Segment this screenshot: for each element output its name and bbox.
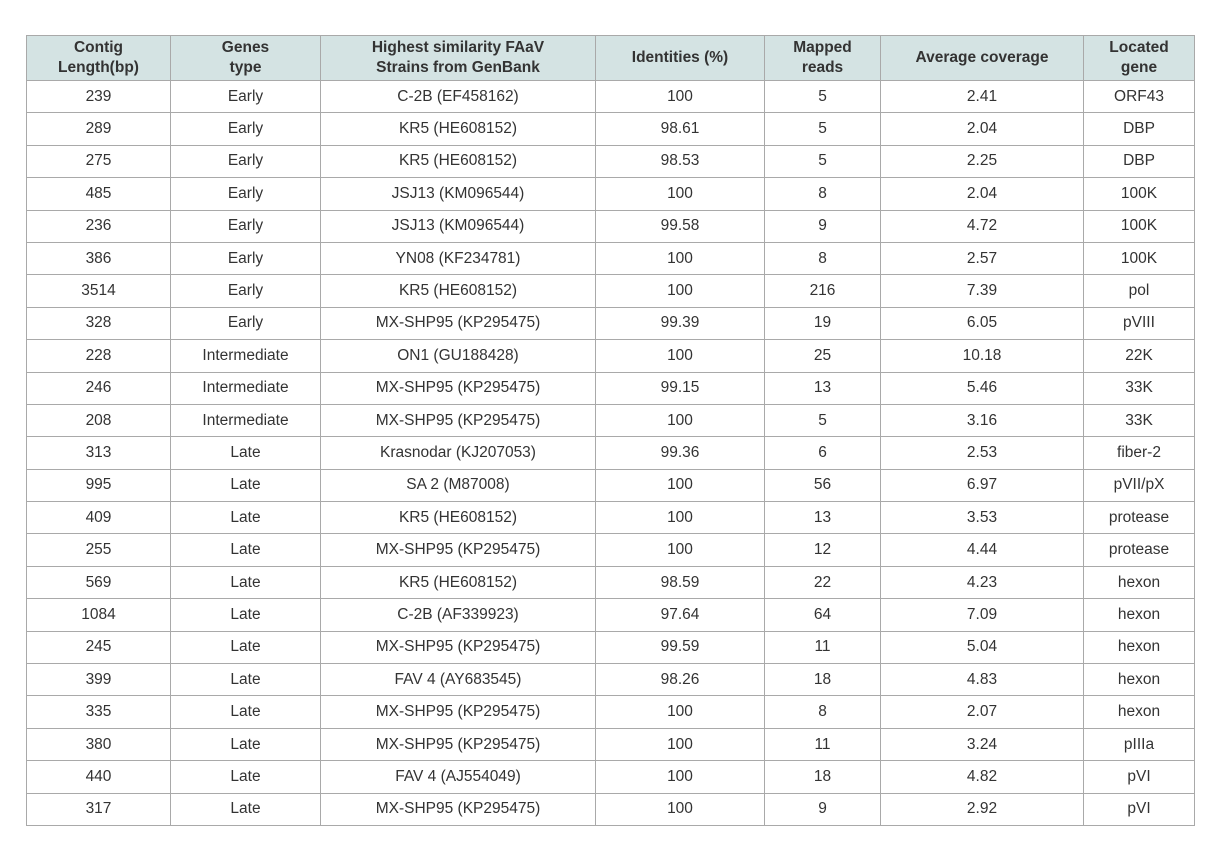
cell-contig-length: 236 (27, 210, 171, 242)
cell-identities: 100 (596, 761, 765, 793)
cell-average-coverage: 5.46 (881, 372, 1084, 404)
cell-strain: MX-SHP95 (KP295475) (321, 404, 596, 436)
cell-average-coverage: 4.44 (881, 534, 1084, 566)
cell-located-gene: fiber-2 (1084, 437, 1195, 469)
cell-strain: KR5 (HE608152) (321, 275, 596, 307)
cell-contig-length: 317 (27, 793, 171, 825)
cell-located-gene: 33K (1084, 372, 1195, 404)
header-line: Strains from GenBank (376, 59, 540, 76)
cell-strain: MX-SHP95 (KP295475) (321, 696, 596, 728)
cell-identities: 100 (596, 728, 765, 760)
table-row (27, 631, 1195, 663)
cell-mapped-reads: 64 (765, 599, 881, 631)
cell-genes-type: Late (171, 793, 321, 825)
cell-located-gene: hexon (1084, 631, 1195, 663)
cell-identities: 99.58 (596, 210, 765, 242)
cell-average-coverage: 10.18 (881, 340, 1084, 372)
cell-genes-type: Late (171, 631, 321, 663)
cell-strain: KR5 (HE608152) (321, 502, 596, 534)
cell-mapped-reads: 5 (765, 113, 881, 145)
cell-located-gene: hexon (1084, 696, 1195, 728)
cell-located-gene: pol (1084, 275, 1195, 307)
cell-average-coverage: 6.97 (881, 469, 1084, 501)
cell-located-gene: hexon (1084, 566, 1195, 598)
cell-contig-length: 1084 (27, 599, 171, 631)
cell-mapped-reads: 9 (765, 210, 881, 242)
cell-identities: 100 (596, 340, 765, 372)
cell-strain: ON1 (GU188428) (321, 340, 596, 372)
cell-mapped-reads: 6 (765, 437, 881, 469)
cell-strain: C-2B (EF458162) (321, 81, 596, 113)
cell-contig-length: 245 (27, 631, 171, 663)
cell-identities: 100 (596, 534, 765, 566)
cell-strain: JSJ13 (KM096544) (321, 178, 596, 210)
cell-mapped-reads: 8 (765, 242, 881, 274)
cell-strain: FAV 4 (AY683545) (321, 664, 596, 696)
cell-located-gene: 100K (1084, 178, 1195, 210)
cell-mapped-reads: 18 (765, 761, 881, 793)
cell-located-gene: 22K (1084, 340, 1195, 372)
cell-contig-length: 386 (27, 242, 171, 274)
table-row (27, 340, 1195, 372)
table-row (27, 275, 1195, 307)
cell-located-gene: protease (1084, 502, 1195, 534)
cell-contig-length: 3514 (27, 275, 171, 307)
header-line: Located (1109, 39, 1169, 56)
cell-contig-length: 409 (27, 502, 171, 534)
table-row (27, 696, 1195, 728)
cell-contig-length: 399 (27, 664, 171, 696)
cell-mapped-reads: 18 (765, 664, 881, 696)
cell-contig-length: 380 (27, 728, 171, 760)
header-line: Contig (73, 39, 124, 56)
cell-identities: 100 (596, 404, 765, 436)
table-row (27, 599, 1195, 631)
header-average-coverage (881, 36, 1084, 81)
cell-strain: JSJ13 (KM096544) (321, 210, 596, 242)
cell-genes-type: Late (171, 664, 321, 696)
cell-average-coverage: 3.24 (881, 728, 1084, 760)
cell-genes-type: Late (171, 599, 321, 631)
cell-average-coverage: 4.23 (881, 566, 1084, 598)
cell-genes-type: Early (171, 242, 321, 274)
cell-located-gene: 100K (1084, 210, 1195, 242)
cell-located-gene: protease (1084, 534, 1195, 566)
cell-located-gene: pVII/pX (1084, 469, 1195, 501)
cell-identities: 100 (596, 793, 765, 825)
cell-located-gene: 33K (1084, 404, 1195, 436)
cell-genes-type: Early (171, 178, 321, 210)
cell-genes-type: Intermediate (171, 340, 321, 372)
cell-strain: MX-SHP95 (KP295475) (321, 534, 596, 566)
cell-located-gene: DBP (1084, 113, 1195, 145)
cell-genes-type: Late (171, 502, 321, 534)
cell-contig-length: 275 (27, 145, 171, 177)
cell-mapped-reads: 5 (765, 145, 881, 177)
cell-mapped-reads: 13 (765, 372, 881, 404)
cell-mapped-reads: 216 (765, 275, 881, 307)
cell-genes-type: Early (171, 210, 321, 242)
cell-average-coverage: 6.05 (881, 307, 1084, 339)
header-contig-length (27, 36, 171, 81)
cell-identities: 98.26 (596, 664, 765, 696)
header-line: Highest similarity FAaV (371, 39, 545, 56)
cell-average-coverage: 4.83 (881, 664, 1084, 696)
cell-identities: 100 (596, 275, 765, 307)
cell-contig-length: 239 (27, 81, 171, 113)
header-row (27, 36, 1195, 81)
header-line: reads (801, 59, 844, 76)
cell-identities: 100 (596, 242, 765, 274)
table-body (27, 81, 1195, 826)
cell-genes-type: Late (171, 566, 321, 598)
cell-located-gene: ORF43 (1084, 81, 1195, 113)
cell-average-coverage: 7.09 (881, 599, 1084, 631)
cell-mapped-reads: 12 (765, 534, 881, 566)
table-row (27, 404, 1195, 436)
header-line: type (229, 59, 262, 76)
cell-genes-type: Early (171, 145, 321, 177)
cell-identities: 99.39 (596, 307, 765, 339)
cell-average-coverage: 2.41 (881, 81, 1084, 113)
cell-strain: C-2B (AF339923) (321, 599, 596, 631)
cell-identities: 100 (596, 502, 765, 534)
cell-strain: MX-SHP95 (KP295475) (321, 631, 596, 663)
cell-identities: 100 (596, 178, 765, 210)
cell-contig-length: 289 (27, 113, 171, 145)
table-row (27, 469, 1195, 501)
cell-contig-length: 246 (27, 372, 171, 404)
cell-average-coverage: 4.72 (881, 210, 1084, 242)
header-genes-type (171, 36, 321, 81)
header-identities (596, 36, 765, 81)
table-row (27, 793, 1195, 825)
cell-located-gene: pVIII (1084, 307, 1195, 339)
cell-strain: Krasnodar (KJ207053) (321, 437, 596, 469)
cell-average-coverage: 2.25 (881, 145, 1084, 177)
cell-average-coverage: 2.92 (881, 793, 1084, 825)
cell-strain: MX-SHP95 (KP295475) (321, 793, 596, 825)
table-row (27, 566, 1195, 598)
cell-identities: 99.15 (596, 372, 765, 404)
table-row (27, 437, 1195, 469)
cell-average-coverage: 2.07 (881, 696, 1084, 728)
cell-genes-type: Early (171, 275, 321, 307)
cell-mapped-reads: 5 (765, 81, 881, 113)
cell-identities: 100 (596, 81, 765, 113)
cell-genes-type: Late (171, 437, 321, 469)
cell-identities: 98.61 (596, 113, 765, 145)
cell-mapped-reads: 9 (765, 793, 881, 825)
cell-average-coverage: 3.53 (881, 502, 1084, 534)
table-row (27, 761, 1195, 793)
cell-contig-length: 569 (27, 566, 171, 598)
cell-mapped-reads: 56 (765, 469, 881, 501)
cell-located-gene: pIIIa (1084, 728, 1195, 760)
cell-average-coverage: 4.82 (881, 761, 1084, 793)
cell-mapped-reads: 11 (765, 631, 881, 663)
header-line: Genes (221, 39, 270, 56)
cell-mapped-reads: 5 (765, 404, 881, 436)
cell-genes-type: Early (171, 307, 321, 339)
header-line: gene (1120, 59, 1158, 76)
cell-mapped-reads: 25 (765, 340, 881, 372)
cell-located-gene: pVI (1084, 793, 1195, 825)
cell-average-coverage: 2.04 (881, 178, 1084, 210)
cell-average-coverage: 5.04 (881, 631, 1084, 663)
header-highest-similarity (321, 36, 596, 81)
cell-average-coverage: 2.57 (881, 242, 1084, 274)
cell-identities: 100 (596, 469, 765, 501)
cell-located-gene: 100K (1084, 242, 1195, 274)
cell-identities: 99.36 (596, 437, 765, 469)
cell-located-gene: hexon (1084, 664, 1195, 696)
cell-contig-length: 328 (27, 307, 171, 339)
header-line: Length(bp) (58, 59, 139, 76)
cell-genes-type: Early (171, 81, 321, 113)
cell-mapped-reads: 13 (765, 502, 881, 534)
cell-mapped-reads: 11 (765, 728, 881, 760)
table-row (27, 210, 1195, 242)
cell-genes-type: Late (171, 761, 321, 793)
table-row (27, 502, 1195, 534)
cell-contig-length: 313 (27, 437, 171, 469)
table-row (27, 113, 1195, 145)
cell-genes-type: Late (171, 696, 321, 728)
table-row (27, 81, 1195, 113)
cell-average-coverage: 3.16 (881, 404, 1084, 436)
table-row (27, 372, 1195, 404)
cell-identities: 98.53 (596, 145, 765, 177)
cell-contig-length: 228 (27, 340, 171, 372)
table-row (27, 242, 1195, 274)
cell-located-gene: DBP (1084, 145, 1195, 177)
cell-strain: MX-SHP95 (KP295475) (321, 728, 596, 760)
table-header (27, 36, 1195, 81)
cell-identities: 98.59 (596, 566, 765, 598)
cell-contig-length: 255 (27, 534, 171, 566)
table-container (26, 35, 1195, 826)
contig-table (26, 35, 1195, 826)
cell-contig-length: 208 (27, 404, 171, 436)
header-line: Average coverage (915, 49, 1049, 66)
cell-contig-length: 995 (27, 469, 171, 501)
cell-strain: YN08 (KF234781) (321, 242, 596, 274)
cell-average-coverage: 7.39 (881, 275, 1084, 307)
cell-contig-length: 335 (27, 696, 171, 728)
cell-strain: KR5 (HE608152) (321, 113, 596, 145)
cell-strain: SA 2 (M87008) (321, 469, 596, 501)
cell-identities: 99.59 (596, 631, 765, 663)
cell-strain: KR5 (HE608152) (321, 566, 596, 598)
table-row (27, 178, 1195, 210)
cell-genes-type: Early (171, 113, 321, 145)
cell-genes-type: Late (171, 728, 321, 760)
cell-located-gene: pVI (1084, 761, 1195, 793)
table-row (27, 728, 1195, 760)
cell-strain: MX-SHP95 (KP295475) (321, 307, 596, 339)
cell-identities: 97.64 (596, 599, 765, 631)
table-row (27, 664, 1195, 696)
cell-genes-type: Late (171, 469, 321, 501)
cell-contig-length: 440 (27, 761, 171, 793)
cell-mapped-reads: 8 (765, 178, 881, 210)
cell-genes-type: Late (171, 534, 321, 566)
cell-average-coverage: 2.04 (881, 113, 1084, 145)
cell-mapped-reads: 22 (765, 566, 881, 598)
cell-contig-length: 485 (27, 178, 171, 210)
cell-mapped-reads: 19 (765, 307, 881, 339)
cell-strain: KR5 (HE608152) (321, 145, 596, 177)
cell-genes-type: Intermediate (171, 372, 321, 404)
cell-mapped-reads: 8 (765, 696, 881, 728)
cell-average-coverage: 2.53 (881, 437, 1084, 469)
cell-located-gene: hexon (1084, 599, 1195, 631)
cell-identities: 100 (596, 696, 765, 728)
table-row (27, 307, 1195, 339)
cell-strain: FAV 4 (AJ554049) (321, 761, 596, 793)
header-mapped-reads (765, 36, 881, 81)
header-line: Mapped (793, 39, 852, 56)
cell-strain: MX-SHP95 (KP295475) (321, 372, 596, 404)
header-located-gene (1084, 36, 1195, 81)
table-row (27, 145, 1195, 177)
cell-genes-type: Intermediate (171, 404, 321, 436)
table-row (27, 534, 1195, 566)
header-line: Identities (%) (631, 49, 729, 66)
